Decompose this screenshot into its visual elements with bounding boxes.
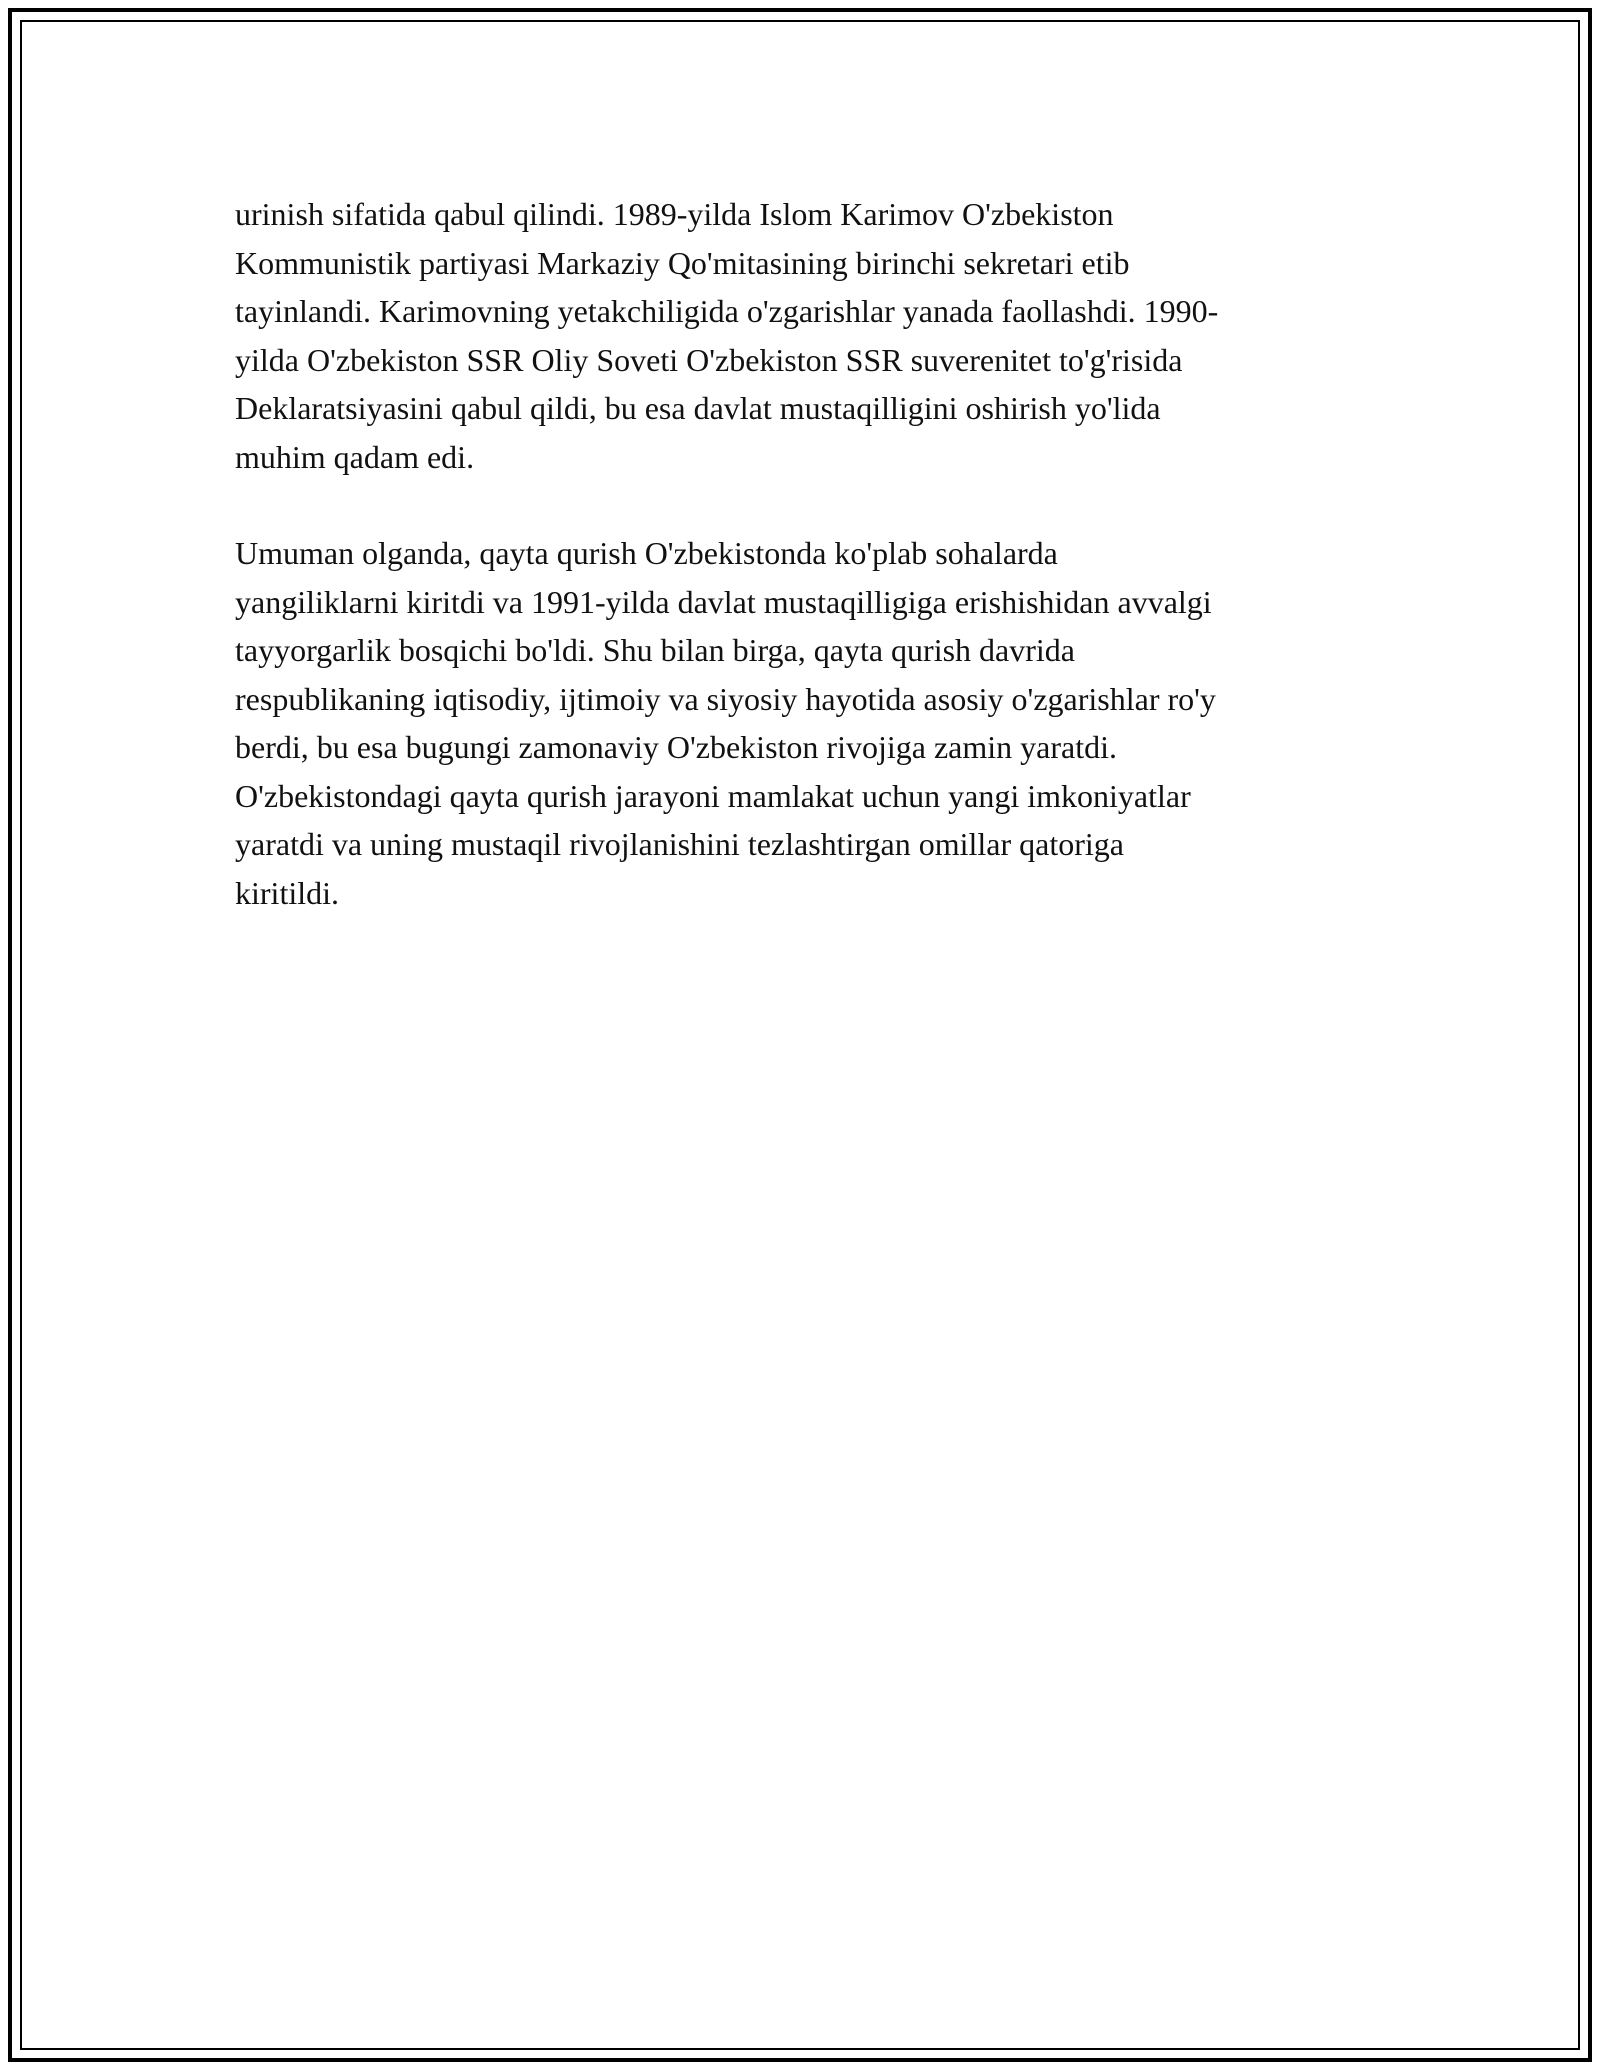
text-line: Deklaratsiyasini qabul qildi, bu esa davlat mustaqilligini oshirish yo'lida (235, 390, 1161, 426)
text-line: Kommunistik partiyasi Markaziy Qo'mitasining birinchi sekretari etib (235, 244, 1130, 281)
paragraph-2 (235, 529, 1395, 917)
text-line: muhim qadam edi. (235, 438, 475, 475)
text-line: yilda O'zbekiston SSR Oliy Soveti O'zbekiston SSR suverenitet to'g'risida (235, 341, 1183, 378)
text-line: kiritildi. (235, 874, 339, 911)
text-line: respublikaning iqtisodiy, ijtimoiy va siyosiy hayotida asosiy o'zgarishlar ro'y (235, 680, 1216, 717)
text-line: tayyorgarlik bosqichi bo'ldi. Shu bilan birga, qayta qurish davrida (235, 632, 1075, 668)
paragraph-1 (235, 190, 1395, 481)
text-line: urinish sifatida qabul qilindi. 1989-yilda Islom Karimov O'zbekiston (235, 196, 1114, 232)
text-line: yaratdi va uning mustaqil rivojlanishini tezlashtirgan omillar qatoriga (235, 826, 1124, 862)
text-line: tayinlandi. Karimovning yetakchiligida o'zgarishlar yanada faollashdi. 1990- (235, 293, 1219, 329)
text-line: Umuman olganda, qayta qurish O'zbekistonda ko'plab sohalarda (235, 535, 1058, 571)
text-line: O'zbekistondagi qayta qurish jarayoni mamlakat uchun yangi imkoniyatlar (235, 777, 1191, 814)
text-line: berdi, bu esa bugungi zamonaviy O'zbekiston rivojiga zamin yaratdi. (235, 729, 1117, 765)
text-line: yangiliklarni kiritdi va 1991-yilda davlat mustaqilligiga erishishidan avvalgi (235, 583, 1212, 620)
document-body (235, 190, 1395, 917)
